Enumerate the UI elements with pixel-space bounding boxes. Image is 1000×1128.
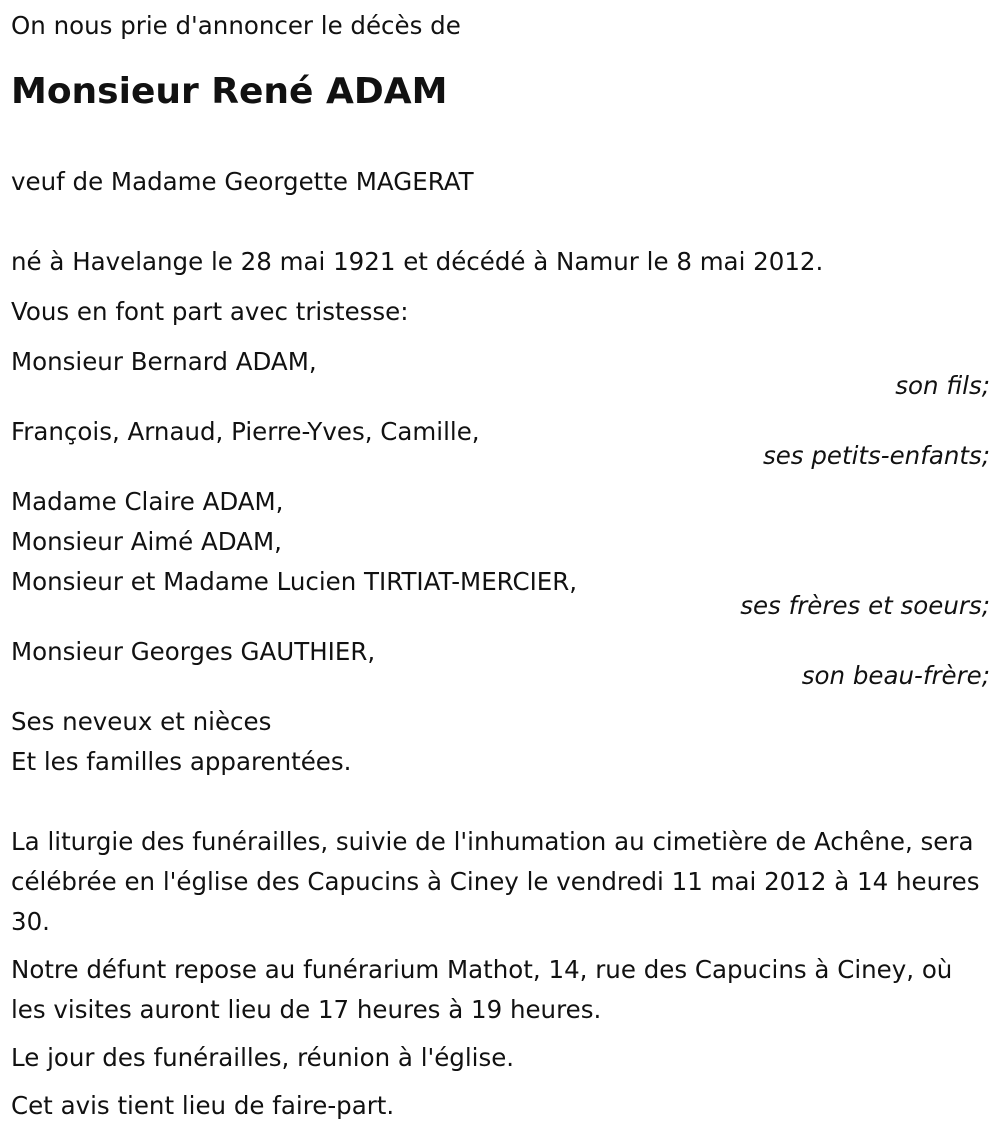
liturgy-text: La liturgie des funérailles, suivie de l'inhumation au cimetière de Achêne, sera célébrée en l'église des Capucins à Ciney le vendredi 11 mai 2012 à 14 heures 30. — [11, 827, 980, 936]
intro-text: On nous prie d'annoncer le décès de — [11, 11, 461, 40]
spacer — [11, 782, 990, 822]
birth-death-text: né à Havelange le 28 mai 1921 et décédé à Namur le 8 mai 2012. — [11, 247, 824, 276]
closing-text: Cet avis tient lieu de faire-part. — [11, 1091, 395, 1120]
family-role: ses petits-enfants; — [762, 441, 990, 470]
family-name-line: François, Arnaud, Pierre-Yves, Camille, — [11, 417, 480, 446]
family-name-line: Madame Claire ADAM, — [11, 487, 284, 516]
family-group-siblings — [11, 482, 990, 618]
widow-of-text: veuf de Madame Georgette MAGERAT — [11, 167, 474, 196]
family-group-son — [11, 342, 990, 398]
family-name-line: Monsieur Bernard ADAM, — [11, 347, 317, 376]
family-group-brother-in-law — [11, 632, 990, 688]
family-role: son fils; — [895, 371, 990, 400]
family-group-grandchildren — [11, 412, 990, 468]
share-intro-text: Vous en font part avec tristesse: — [11, 297, 409, 326]
family-name-line: Monsieur Aimé ADAM, — [11, 527, 282, 556]
family-name-line: Monsieur Georges GAUTHIER, — [11, 637, 376, 666]
family-name-line: Monsieur et Madame Lucien TIRTIAT-MERCIER, — [11, 567, 578, 596]
nephews-text: Ses neveux et nièces — [11, 707, 272, 736]
family-role: son beau-frère; — [801, 661, 990, 690]
meeting-text: Le jour des funérailles, réunion à l'église. — [11, 1043, 515, 1072]
family-role: ses frères et soeurs; — [740, 591, 990, 620]
repose-text: Notre défunt repose au funérarium Mathot, 14, rue des Capucins à Ciney, où les visites auront lieu de 17 heures à 19 heures. — [11, 955, 953, 1024]
families-text: Et les familles apparentées. — [11, 747, 352, 776]
deceased-name: Monsieur René ADAM — [11, 71, 448, 112]
